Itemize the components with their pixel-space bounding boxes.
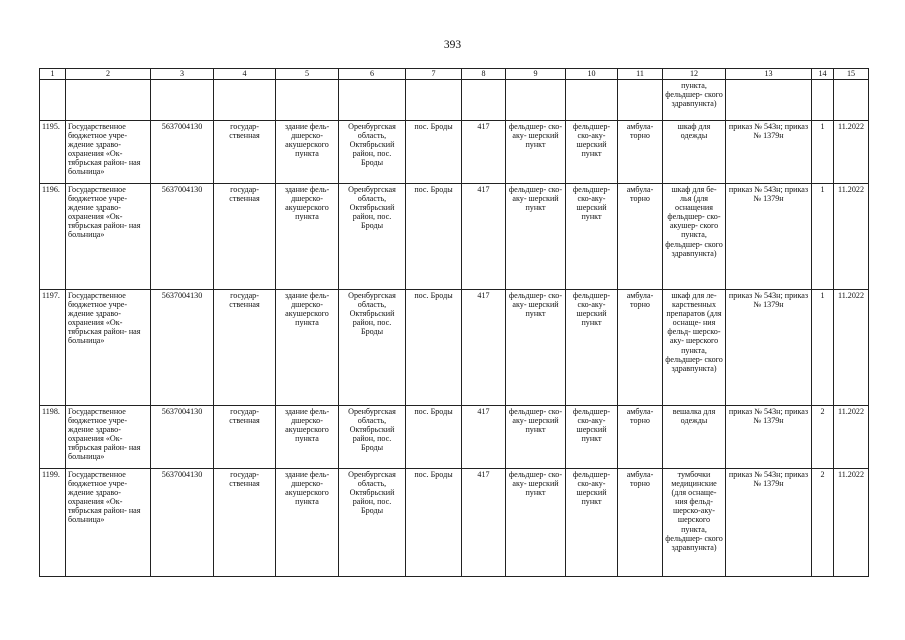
address-cell: Оренбургская область, Октябрьский район, пос. Броды: [339, 290, 406, 406]
item-cell: шкаф для одежды: [663, 121, 726, 184]
row-number: 1198.: [40, 406, 66, 469]
inn-cell: 5637004130: [151, 290, 214, 406]
building-cell: здание фель- дшерско- акушерского пункта: [276, 290, 339, 406]
unit-cell: фельдшер- ско-аку- шерский пункт: [506, 469, 566, 577]
unit-cell: фельдшер- ско-аку- шерский пункт: [566, 290, 618, 406]
table-row: [40, 469, 869, 577]
inn-cell: 5637004130: [151, 469, 214, 577]
care-form-cell: амбула- торно: [618, 121, 663, 184]
address-cell: Оренбургская область, Октябрьский район, пос. Броды: [339, 406, 406, 469]
table-row: [40, 290, 869, 406]
continuation-row: [40, 80, 869, 121]
holder-name: Государственное бюджетное учре- ждение здраво- охранения «Ок- тябрьская район- ная больница»: [66, 406, 151, 469]
column-header: 2: [66, 69, 151, 80]
unit-cell: фельдшер- ско-аку- шерский пункт: [566, 406, 618, 469]
row-number: 1196.: [40, 184, 66, 290]
ownership-cell: государ- ственная: [214, 469, 276, 577]
locality-cell: пос. Броды: [406, 121, 462, 184]
ownership-cell: государ- ственная: [214, 406, 276, 469]
order-cell: приказ № 543н; приказ № 1379н: [726, 290, 812, 406]
column-header: 7: [406, 69, 462, 80]
unit-cell: фельдшер- ско-аку- шерский пункт: [566, 469, 618, 577]
date-cell: 11.2022: [834, 406, 869, 469]
code-cell: 417: [462, 121, 506, 184]
row-number: 1195.: [40, 121, 66, 184]
care-form-cell: амбула- торно: [618, 184, 663, 290]
continuation-item-text: пункта, фельдшер- ского здравпункта): [663, 80, 726, 121]
column-header: 14: [812, 69, 834, 80]
code-cell: 417: [462, 184, 506, 290]
date-cell: 11.2022: [834, 469, 869, 577]
order-cell: приказ № 543н; приказ № 1379н: [726, 406, 812, 469]
order-cell: приказ № 543н; приказ № 1379н: [726, 121, 812, 184]
column-header: 13: [726, 69, 812, 80]
quantity-cell: 2: [812, 406, 834, 469]
column-header: 8: [462, 69, 506, 80]
row-number: 1197.: [40, 290, 66, 406]
date-cell: 11.2022: [834, 290, 869, 406]
column-header: 3: [151, 69, 214, 80]
building-cell: здание фель- дшерско- акушерского пункта: [276, 406, 339, 469]
order-cell: приказ № 543н; приказ № 1379н: [726, 184, 812, 290]
quantity-cell: 1: [812, 184, 834, 290]
column-header: 4: [214, 69, 276, 80]
date-cell: 11.2022: [834, 184, 869, 290]
row-number: 1199.: [40, 469, 66, 577]
registry-table: [39, 68, 869, 577]
column-header: 5: [276, 69, 339, 80]
table-row: [40, 184, 869, 290]
page-number: 393: [443, 39, 462, 51]
locality-cell: пос. Броды: [406, 469, 462, 577]
table-row: [40, 121, 869, 184]
item-cell: шкаф для ле- карственных препаратов (для оснаще- ния фельд- шерско-аку- шерского пункта, фельдшер- ского здравпункта): [663, 290, 726, 406]
date-cell: 11.2022: [834, 121, 869, 184]
column-number-row: [40, 69, 869, 80]
building-cell: здание фель- дшерско- акушерского пункта: [276, 184, 339, 290]
quantity-cell: 1: [812, 121, 834, 184]
inn-cell: 5637004130: [151, 184, 214, 290]
address-cell: Оренбургская область, Октябрьский район, пос. Броды: [339, 121, 406, 184]
ownership-cell: государ- ственная: [214, 184, 276, 290]
holder-name: Государственное бюджетное учре- ждение здраво- охранения «Ок- тябрьская район- ная больница»: [66, 290, 151, 406]
code-cell: 417: [462, 290, 506, 406]
inn-cell: 5637004130: [151, 406, 214, 469]
code-cell: 417: [462, 406, 506, 469]
item-cell: шкаф для бе- лья (для оснащения фельдшер- ско-акушер- ского пункта, фельдшер- ского здравпункта): [663, 184, 726, 290]
column-header: 15: [834, 69, 869, 80]
column-header: 12: [663, 69, 726, 80]
table-row: [40, 406, 869, 469]
code-cell: 417: [462, 469, 506, 577]
unit-cell: фельдшер- ско-аку- шерский пункт: [566, 121, 618, 184]
address-cell: Оренбургская область, Октябрьский район, пос. Броды: [339, 184, 406, 290]
inn-cell: 5637004130: [151, 121, 214, 184]
unit-cell: фельдшер- ско-аку- шерский пункт: [506, 121, 566, 184]
holder-name: Государственное бюджетное учре- ждение здраво- охранения «Ок- тябрьская район- ная больница»: [66, 469, 151, 577]
holder-name: Государственное бюджетное учре- ждение здраво- охранения «Ок- тябрьская район- ная больница»: [66, 121, 151, 184]
building-cell: здание фель- дшерско- акушерского пункта: [276, 121, 339, 184]
column-header: 9: [506, 69, 566, 80]
holder-name: Государственное бюджетное учре- ждение здраво- охранения «Ок- тябрьская район- ная больница»: [66, 184, 151, 290]
building-cell: здание фель- дшерско- акушерского пункта: [276, 469, 339, 577]
ownership-cell: государ- ственная: [214, 290, 276, 406]
quantity-cell: 1: [812, 290, 834, 406]
unit-cell: фельдшер- ско-аку- шерский пункт: [566, 184, 618, 290]
order-cell: приказ № 543н; приказ № 1379н: [726, 469, 812, 577]
address-cell: Оренбургская область, Октябрьский район, пос. Броды: [339, 469, 406, 577]
unit-cell: фельдшер- ско-аку- шерский пункт: [506, 290, 566, 406]
locality-cell: пос. Броды: [406, 184, 462, 290]
item-cell: тумбочки медицинские (для оснаще- ния фельд- шерско-аку- шерского пункта, фельдшер- ского здравпункта): [663, 469, 726, 577]
locality-cell: пос. Броды: [406, 406, 462, 469]
care-form-cell: амбула- торно: [618, 406, 663, 469]
locality-cell: пос. Броды: [406, 290, 462, 406]
quantity-cell: 2: [812, 469, 834, 577]
item-cell: вешалка для одежды: [663, 406, 726, 469]
column-header: 6: [339, 69, 406, 80]
care-form-cell: амбула- торно: [618, 469, 663, 577]
unit-cell: фельдшер- ско-аку- шерский пункт: [506, 184, 566, 290]
column-header: 1: [40, 69, 66, 80]
column-header: 11: [618, 69, 663, 80]
unit-cell: фельдшер- ско-аку- шерский пункт: [506, 406, 566, 469]
column-header: 10: [566, 69, 618, 80]
ownership-cell: государ- ственная: [214, 121, 276, 184]
care-form-cell: амбула- торно: [618, 290, 663, 406]
